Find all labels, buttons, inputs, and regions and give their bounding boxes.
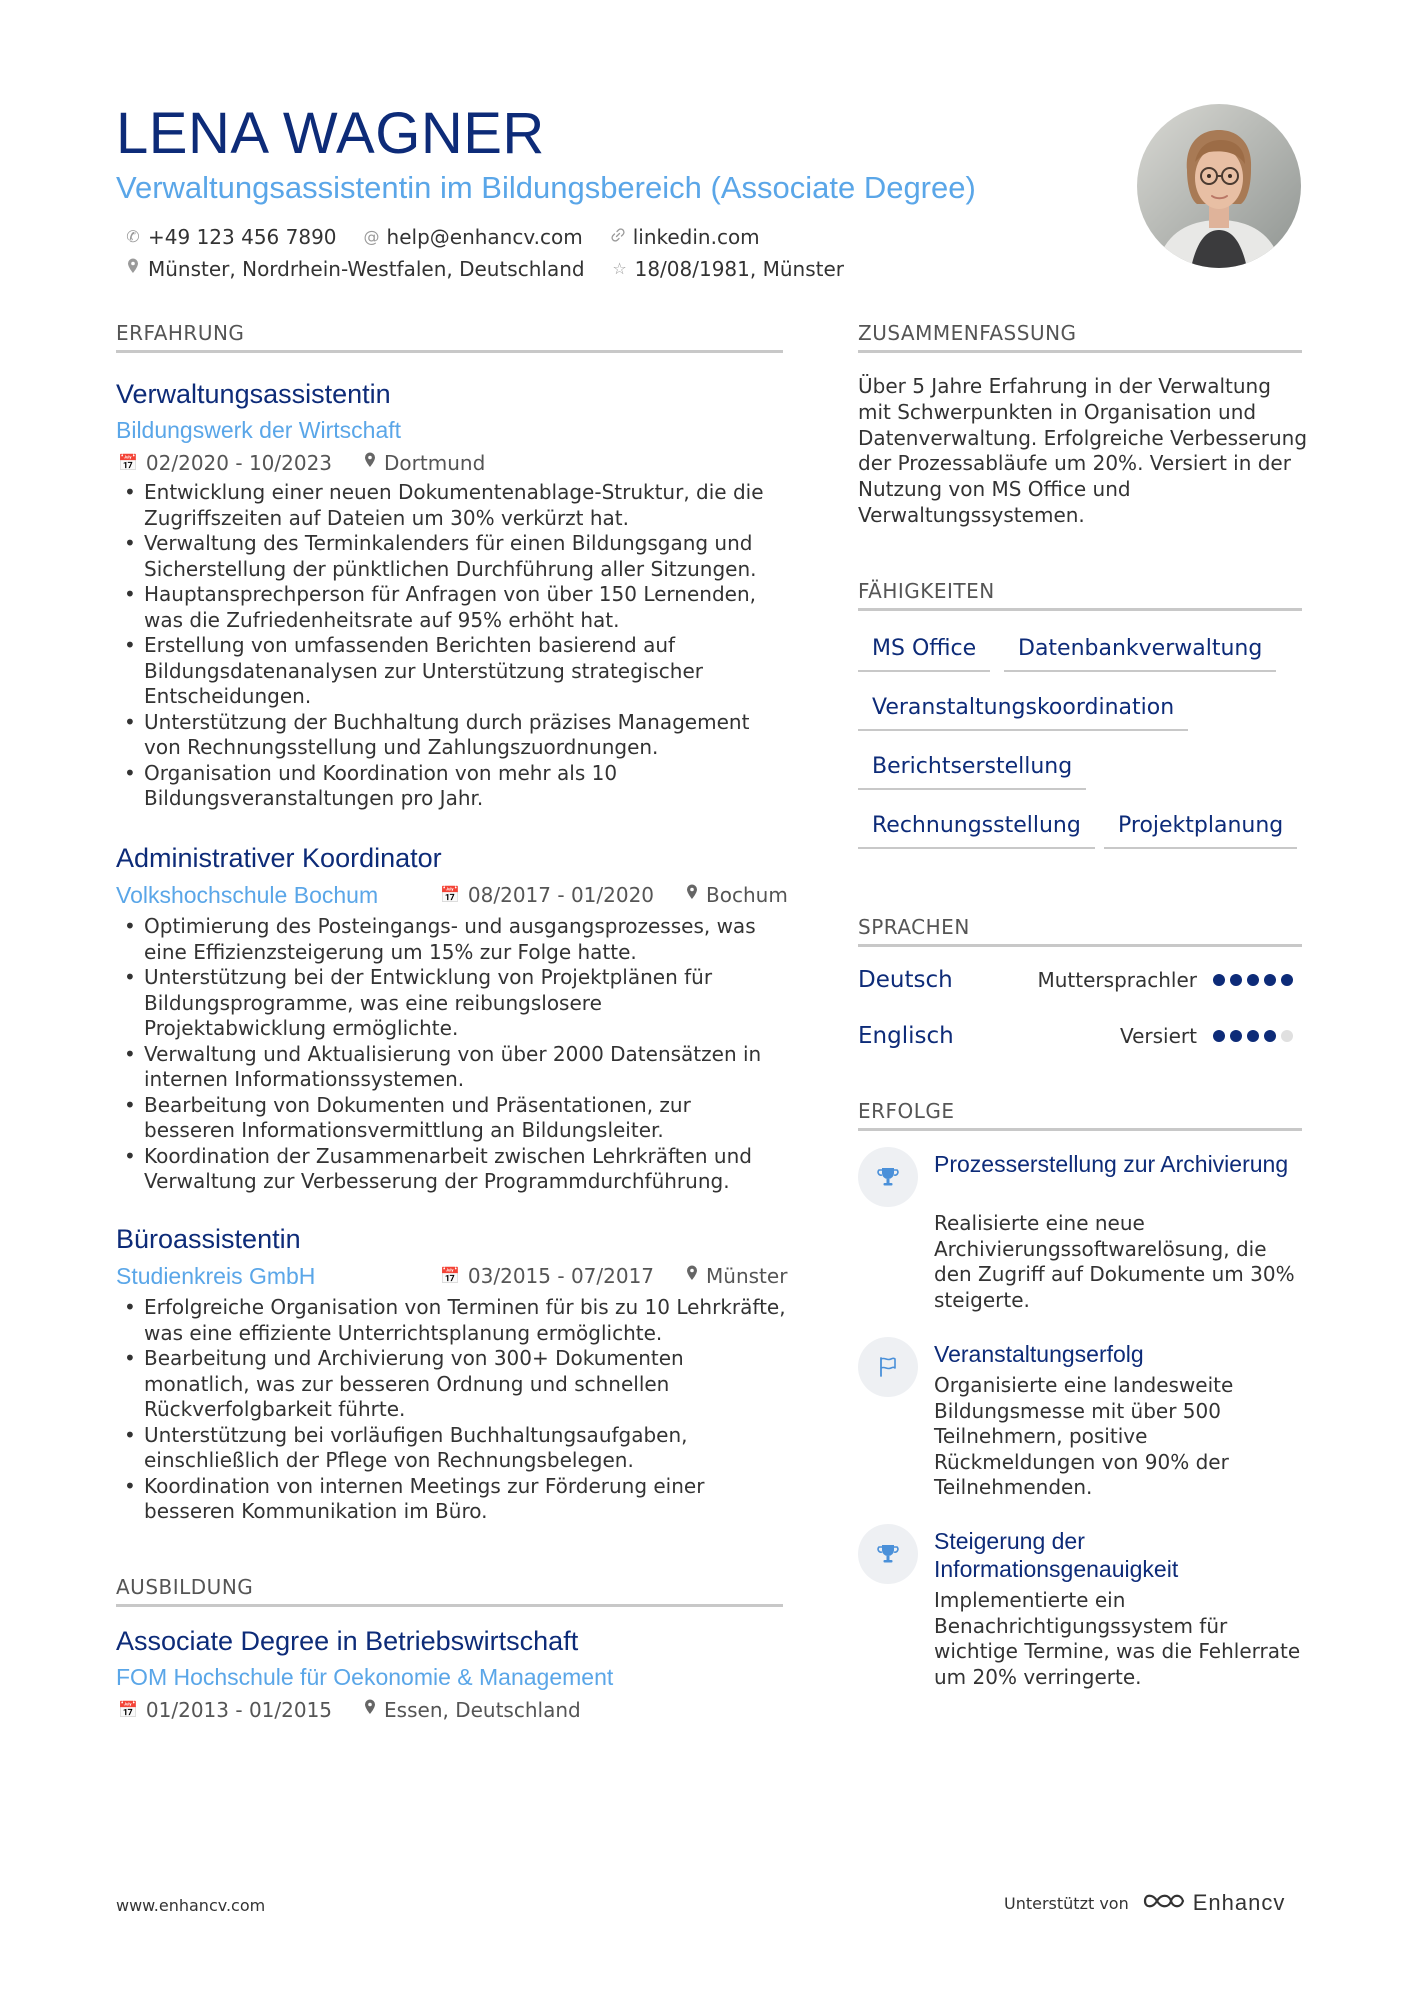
achievement-text-3: Implementierte ein Benachrichtigungssystem für wichtige Termine, was die Fehlerrate um 20% verringerte.: [934, 1588, 1301, 1689]
location-text: Münster, Nordrhein-Westfalen, Deutschland: [148, 257, 585, 281]
candidate-headline: Verwaltungsassistentin im Bildungsbereich (Associate Degree): [116, 170, 976, 205]
rating-dot-filled: [1247, 974, 1259, 986]
section-title-achievements: ERFOLGE: [858, 1098, 1302, 1131]
skill-tag: Rechnungsstellung: [858, 811, 1095, 849]
section-title-summary: ZUSAMMENFASSUNG: [858, 320, 1302, 353]
job-meta-3: [440, 1262, 787, 1290]
language-rating-1: [1213, 974, 1293, 986]
contact-email[interactable]: [363, 222, 583, 252]
list-item: • Entwicklung einer neuen Dokumentenablage-Struktur, die die Zugriffszeiten auf Dateien um 30% verkürzt hat.: [116, 480, 786, 531]
list-item: • Optimierung des Posteingangs- und ausgangsprozesses, was eine Effizienzsteigerung um 15% zur Folge hatte.: [116, 914, 786, 965]
edu-dates: 01/2013 - 01/2015: [145, 1698, 333, 1722]
language-name-1: Deutsch: [858, 967, 953, 993]
footer-powered-by[interactable]: [1004, 1888, 1285, 1918]
job-dates-1: 02/2020 - 10/2023: [145, 451, 333, 475]
job-dates-3: 03/2015 - 07/2017: [467, 1264, 655, 1288]
company-3[interactable]: Studienkreis GmbH: [116, 1263, 316, 1289]
section-title-education: AUSBILDUNG: [116, 1574, 783, 1607]
phone-text: +49 123 456 7890: [148, 225, 337, 249]
contact-location: [124, 254, 585, 284]
contact-phone[interactable]: [124, 222, 337, 252]
profile-photo: [1137, 104, 1301, 268]
job-location-3: Münster: [706, 1264, 788, 1288]
brand-name: Enhancv: [1192, 1890, 1286, 1915]
list-item: • Unterstützung bei vorläufigen Buchhaltungsaufgaben, einschließlich der Pflege von Rechnungsbelegen.: [116, 1423, 786, 1474]
rating-dot-filled: [1230, 974, 1242, 986]
list-item: • Organisation und Koordination von mehr als 10 Bildungsveranstaltungen pro Jahr.: [116, 761, 786, 812]
link-icon: [609, 222, 627, 252]
pin-icon: [124, 254, 142, 284]
language-level-1: Muttersprachler: [1037, 968, 1197, 992]
job-meta-1: [118, 449, 485, 477]
section-title-experience: ERFAHRUNG: [116, 320, 783, 353]
contact-row-2: [124, 254, 870, 284]
job-title-3: Büroassistentin: [116, 1224, 301, 1254]
pin-icon: [364, 449, 376, 477]
language-rating-2: [1213, 1030, 1293, 1042]
birth-text: 18/08/1981, Münster: [634, 257, 844, 281]
section-title-skills: FÄHIGKEITEN: [858, 578, 1302, 611]
flag-icon: [858, 1337, 918, 1397]
calendar-icon: 📅: [118, 453, 138, 472]
candidate-name: LENA WAGNER: [116, 101, 545, 166]
contact-birth: [611, 254, 844, 284]
pin-icon: [686, 881, 698, 909]
edu-degree: Associate Degree in Betriebswirtschaft: [116, 1626, 579, 1656]
linkedin-text: linkedin.com: [632, 225, 760, 249]
pin-icon: [364, 1696, 376, 1724]
list-item: • Koordination von internen Meetings zur Förderung einer besseren Kommunikation im Büro.: [116, 1474, 786, 1525]
rating-dot-filled: [1247, 1030, 1259, 1042]
job-location-1: Dortmund: [384, 451, 486, 475]
calendar-icon: 📅: [118, 1700, 138, 1719]
at-icon: @: [363, 227, 380, 246]
edu-location: Essen, Deutschland: [384, 1698, 581, 1722]
trophy-icon: [858, 1147, 918, 1207]
job-bullets-1: [116, 480, 786, 812]
language-name-2: Englisch: [858, 1023, 954, 1049]
edu-school[interactable]: FOM Hochschule für Oekonomie & Management: [116, 1664, 614, 1690]
achievement-title-3: Steigerung der Informationsgenauigkeit: [934, 1528, 1179, 1582]
rating-dot-empty: [1281, 1030, 1293, 1042]
footer-website[interactable]: www.enhancv.com: [116, 1896, 266, 1915]
skill-tag: Veranstaltungskoordination: [858, 693, 1188, 731]
rating-dot-filled: [1213, 974, 1225, 986]
list-item: • Verwaltung und Aktualisierung von über 2000 Datensätzen in internen Informationssystemen.: [116, 1042, 786, 1093]
email-text: help@enhancv.com: [386, 225, 583, 249]
list-item: • Erfolgreiche Organisation von Terminen für bis zu 10 Lehrkräfte, was eine effiziente Unterrichtsplanung ermöglichte.: [116, 1295, 786, 1346]
job-bullets-3: [116, 1295, 786, 1525]
rating-dot-filled: [1213, 1030, 1225, 1042]
list-item: • Verwaltung des Terminkalenders für einen Bildungsgang und Sicherstellung der pünktlichen Durchführung aller Sitzungen.: [116, 531, 786, 582]
skill-tag: Datenbankverwaltung: [1004, 634, 1276, 672]
language-level-2: Versiert: [1119, 1024, 1197, 1048]
enhancv-logo-icon: [1141, 1888, 1187, 1918]
phone-icon: ✆: [126, 227, 140, 246]
skill-tag: MS Office: [858, 634, 990, 672]
job-bullets-2: [116, 914, 786, 1195]
achievement-title-1: Prozesserstellung zur Archivierung: [934, 1151, 1289, 1177]
job-location-2: Bochum: [706, 883, 788, 907]
contact-row-1: [124, 222, 786, 252]
job-title-1: Verwaltungsassistentin: [116, 379, 391, 409]
contact-linkedin[interactable]: [609, 222, 760, 252]
company-2[interactable]: Volkshochschule Bochum: [116, 882, 379, 908]
rating-dot-filled: [1281, 974, 1293, 986]
list-item: • Koordination der Zusammenarbeit zwischen Lehrkräften und Verwaltung zur Verbesserung der Programmdurchführung.: [116, 1144, 786, 1195]
section-title-languages: SPRACHEN: [858, 914, 1302, 947]
job-title-2: Administrativer Koordinator: [116, 843, 442, 873]
edu-meta: [118, 1696, 581, 1724]
rating-dot-filled: [1264, 974, 1276, 986]
rating-dot-filled: [1230, 1030, 1242, 1042]
list-item: • Unterstützung der Buchhaltung durch präzises Management von Rechnungsstellung und Zahlungszuordnungen.: [116, 710, 786, 761]
list-item: • Bearbeitung und Archivierung von 300+ Dokumenten monatlich, was zur besseren Ordnung und schnellen Rückverfolgbarkeit führte.: [116, 1346, 786, 1423]
list-item: • Bearbeitung von Dokumenten und Präsentationen, zur besseren Informationsvermittlung an Bildungsleiter.: [116, 1093, 786, 1144]
powered-by-text: Unterstützt von: [1004, 1893, 1129, 1913]
achievement-text-1: Realisierte eine neue Archivierungssoftwarelösung, die den Zugriff auf Dokumente um 30% steigerte.: [934, 1211, 1295, 1312]
achievement-text-2: Organisierte eine landesweite Bildungsmesse mit über 500 Teilnehmern, positive Rückmeldungen von 90% der Teilnehmenden.: [934, 1373, 1234, 1499]
pin-icon: [686, 1262, 698, 1290]
list-item: • Erstellung von umfassenden Berichten basierend auf Bildungsdatenanalysen zur Unterstützung strategischer Entscheidungen.: [116, 633, 786, 710]
summary-text: Über 5 Jahre Erfahrung in der Verwaltung mit Schwerpunkten in Organisation und Datenverwaltung. Erfolgreiche Verbesserung der Prozessabläufe um 20%. Versiert in der Nutzung von MS Office und Verwaltungssystemen.: [858, 374, 1308, 527]
rating-dot-filled: [1264, 1030, 1276, 1042]
job-meta-2: [440, 881, 788, 909]
calendar-icon: 📅: [440, 1266, 460, 1285]
company-1[interactable]: Bildungswerk der Wirtschaft: [116, 417, 402, 443]
achievement-title-2: Veranstaltungserfolg: [934, 1341, 1144, 1367]
job-dates-2: 08/2017 - 01/2020: [467, 883, 655, 907]
skill-tag: Projektplanung: [1104, 811, 1297, 849]
trophy-icon: [858, 1524, 918, 1584]
list-item: • Hauptansprechperson für Anfragen von über 150 Lernenden, was die Zufriedenheitsrate auf 95% erhöht hat.: [116, 582, 786, 633]
skill-tag: Berichtserstellung: [858, 752, 1086, 790]
star-icon: ☆: [612, 259, 627, 278]
calendar-icon: 📅: [440, 885, 460, 904]
list-item: • Unterstützung bei der Entwicklung von Projektplänen für Bildungsprogramme, was eine reibungslosere Projektabwicklung ermöglichte.: [116, 965, 786, 1042]
